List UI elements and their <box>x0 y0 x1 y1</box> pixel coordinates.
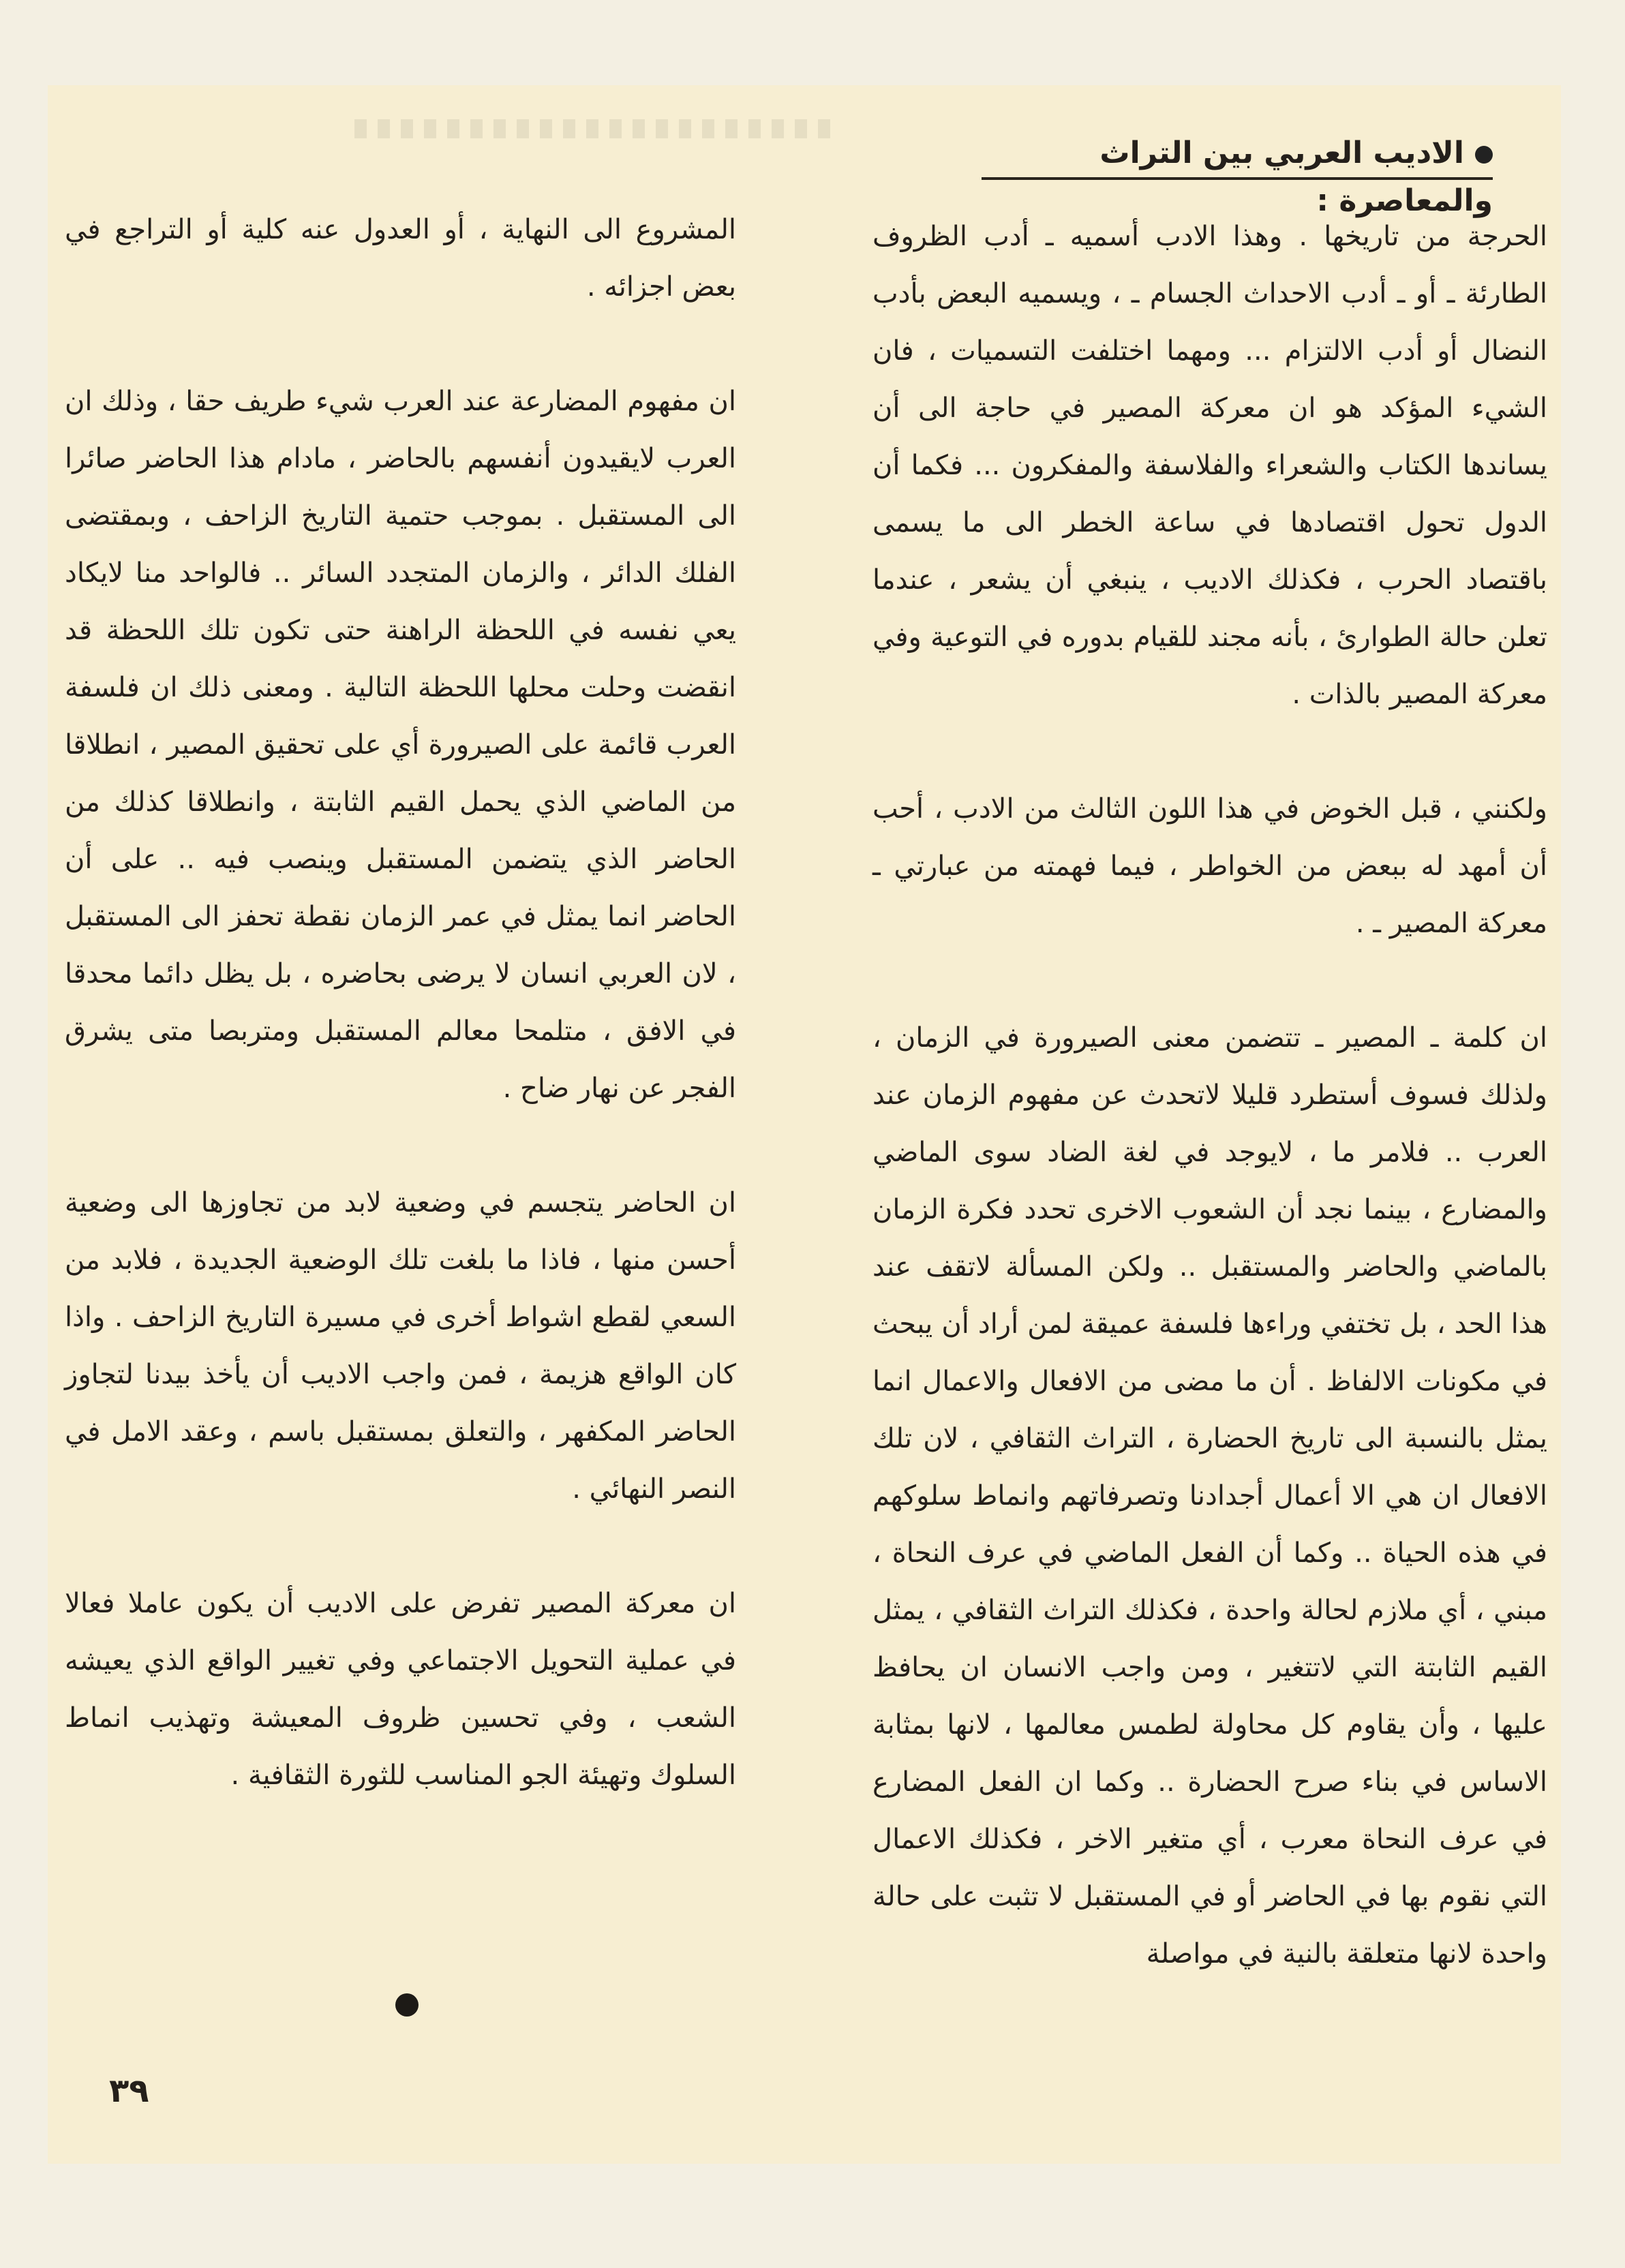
paragraph: ان مفهوم المضارعة عند العرب شيء طريف حقا ، وذلك ان العرب لايقيدون أنفسهم بالحاضر ، مادام هذا الحاضر صائرا الى المستقبل . بموجب حتمية التاريخ الزاحف ، وبمقتضى الفلك الدائر ، والزمان المتجدد السائر .. فالواحد منا لايكاد يعي نفسه في اللحظة الراهنة حتى تكون تلك اللحظة قد انقضت وحلت محلها اللحظة التالية . ومعنى ذلك ان فلسفة العرب قائمة على الصيرورة أي على تحقيق المصير ، انطلاقا من الماضي الذي يحمل القيم الثابتة ، وانطلاقا كذلك من الحاضر الذي يتضمن المستقبل وينصب فيه .. على أن الحاضر انما يمثل في عمر الزمان نقطة تحفز الى المستقبل ، لان العربي انسان لا يرضى بحاضره ، بل يظل دائما محدقا في الافق ، متلمحا معالم المستقبل ومتربصا متى يشرق الفجر عن نهار ضاح . <box>65 386 736 1104</box>
paragraph: الحرجة من تاريخها . وهذا الادب أسميه ـ أدب الظروف الطارئة ـ أو ـ أدب الاحداث الجسام ـ ، ويسميه البعض بأدب النضال أو أدب الالتزام ... ومهما اختلفت التسميات ، فان الشيء المؤكد هو ان معركة المصير في حاجة الى أن يساندها الكتاب والشعراء والفلاسفة والمفكرون ... فكما أن الدول تحول اقتصادها في ساعة الخطر الى ما يسمى باقتصاد الحرب ، فكذلك الاديب ، ينبغي أن يشعر ، عندما تعلن حالة الطوارئ ، بأنه مجند للقيام بدوره في التوعية وفي معركة المصير بالذات . <box>872 221 1547 710</box>
bleed-through-text <box>354 119 832 138</box>
paragraph: ان معركة المصير تفرض على الاديب أن يكون عاملا فعالا في عملية التحويل الاجتماعي وفي تغيير الواقع الذي يعيشه الشعب ، وفي تحسين ظروف المعيشة وتهذيب انماط السلوك وتهيئة الجو المناسب للثورة الثقافية . <box>65 1588 736 1791</box>
end-mark-icon <box>395 1993 419 2017</box>
right-column <box>872 208 1547 2040</box>
paragraph: ولكنني ، قبل الخوض في هذا اللون الثالث من الادب ، أحب أن أمهد له ببعض من الخواطر ، فيما فهمته من عبارتي ـ معركة المصير ـ . <box>872 793 1547 939</box>
paragraph: ان كلمة ـ المصير ـ تتضمن معنى الصيرورة في الزمان ، ولذلك فسوف أستطرد قليلا لاتحدث عن مفهوم الزمان عند العرب .. فلامر ما ، لايوجد في لغة الضاد سوى الماضي والمضارع ، بينما نجد أن الشعوب الاخرى تحدد فكرة الزمان بالماضي والحاضر والمستقبل .. ولكن المسألة لاتقف عند هذا الحد ، بل تختفي وراءها فلسفة عميقة لمن أراد أن يبحث في مكونات الالفاظ . أن ما مضى من الافعال والاعمال انما يمثل بالنسبة الى تاريخ الحضارة ، التراث الثقافي ، لان تلك الافعال ان هي الا أعمال أجدادنا وتصرفاتهم وانماط سلوكهم في هذه الحياة .. وكما أن الفعل الماضي في عرف النحاة ، مبني ، أي ملازم لحالة واحدة ، فكذلك التراث الثقافي ، يمثل القيم الثابتة التي لاتتغير ، ومن واجب الانسان ان يحافظ عليها ، وأن يقاوم كل محاولة لطمس معالمها ، لانها بمثابة الاساس في بناء صرح الحضارة .. وكما ان الفعل المضارع في عرف النحاة معرب ، أي متغير الاخر ، فكذلك الاعمال التي نقوم بها في الحاضر أو في المستقبل لا تثبت على حالة واحدة لانها متعلقة بالنية في مواصلة <box>872 1022 1547 1970</box>
paragraph: ان الحاضر يتجسم في وضعية لابد من تجاوزها الى وضعية أحسن منها ، فاذا ما بلغت تلك الوضعية الجديدة ، فلابد من السعي لقطع اشواط أخرى في مسيرة التاريخ الزاحف . واذا كان الواقع هزيمة ، فمن واجب الاديب أن يأخذ بيدنا لتجاوز الحاضر المكفهر ، والتعلق بمستقبل باسم ، وعقد الامل في النصر النهائي . <box>65 1187 736 1505</box>
paragraph: المشروع الى النهاية ، أو العدول عنه كلية أو التراجع في بعض اجزائه . <box>65 214 736 303</box>
bullet-icon <box>1475 146 1493 164</box>
article-header <box>982 129 1493 218</box>
left-column <box>65 201 736 1861</box>
page-number: ٣٩ <box>109 2072 149 2110</box>
article-title: الاديب العربي بين التراث والمعاصرة : <box>1099 136 1493 218</box>
